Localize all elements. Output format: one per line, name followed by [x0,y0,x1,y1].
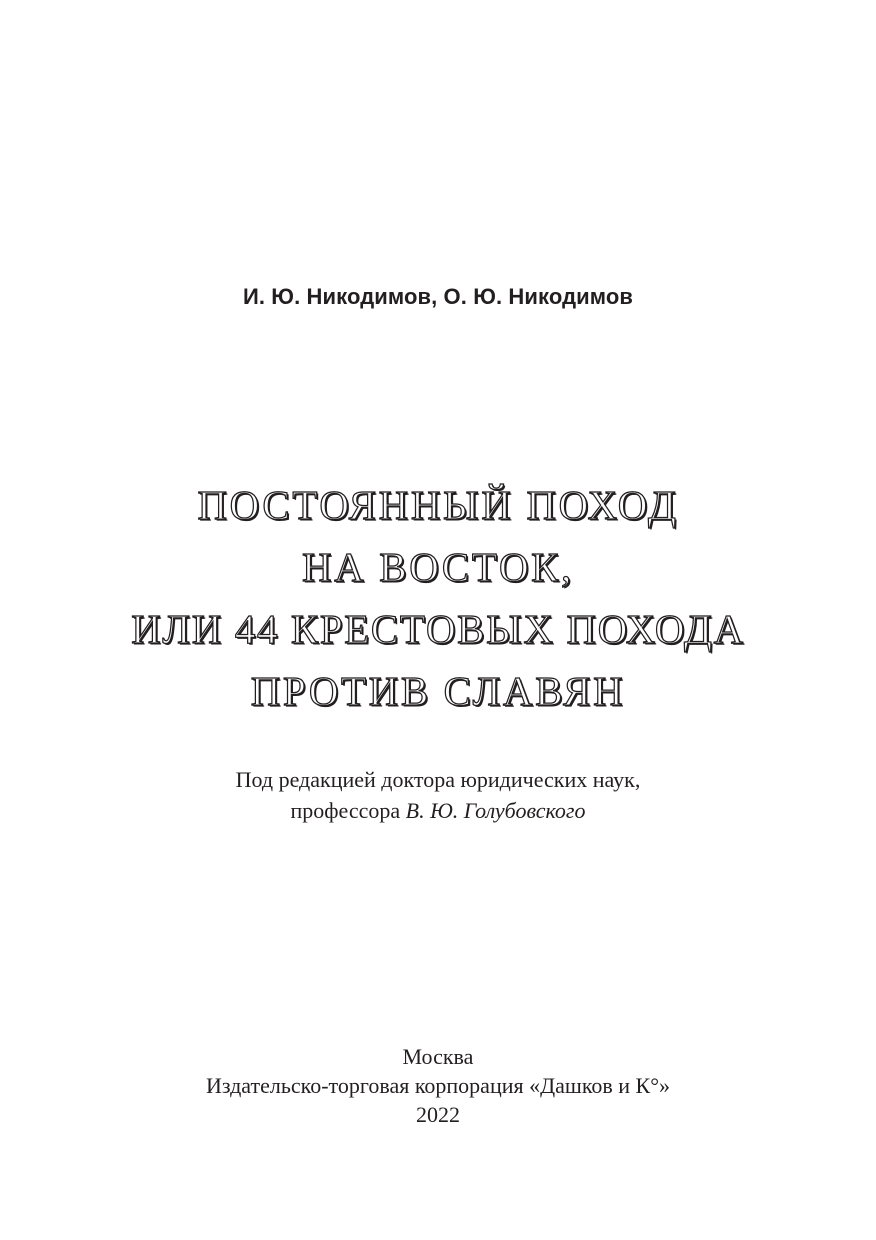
book-title-line-2: НА ВОСТОК, [302,544,574,590]
imprint-year: 2022 [416,1102,460,1127]
book-title-line-4: ПРОТИВ СЛАВЯН [250,668,626,714]
editor-title: профессора [290,798,401,823]
editor-credit-line-1: Под редакцией доктора юридических наук, [235,767,641,792]
book-title-line-1: ПОСТОЯННЫЙ ПОХОД [197,482,679,528]
book-title [0,474,876,722]
editor-name: В. Ю. Голубовского [405,798,586,823]
book-title-line-3: ИЛИ 44 КРЕСТОВЫХ ПОХОДА [131,606,745,652]
editor-credit [0,764,876,826]
imprint [0,1042,876,1129]
imprint-publisher: Издательско-торговая корпорация «Дашков и К°» [205,1073,671,1098]
editor-credit-line-2 [0,795,876,826]
imprint-city: Москва [402,1044,474,1069]
authors: И. Ю. Никодимов, О. Ю. Никодимов [242,284,634,309]
